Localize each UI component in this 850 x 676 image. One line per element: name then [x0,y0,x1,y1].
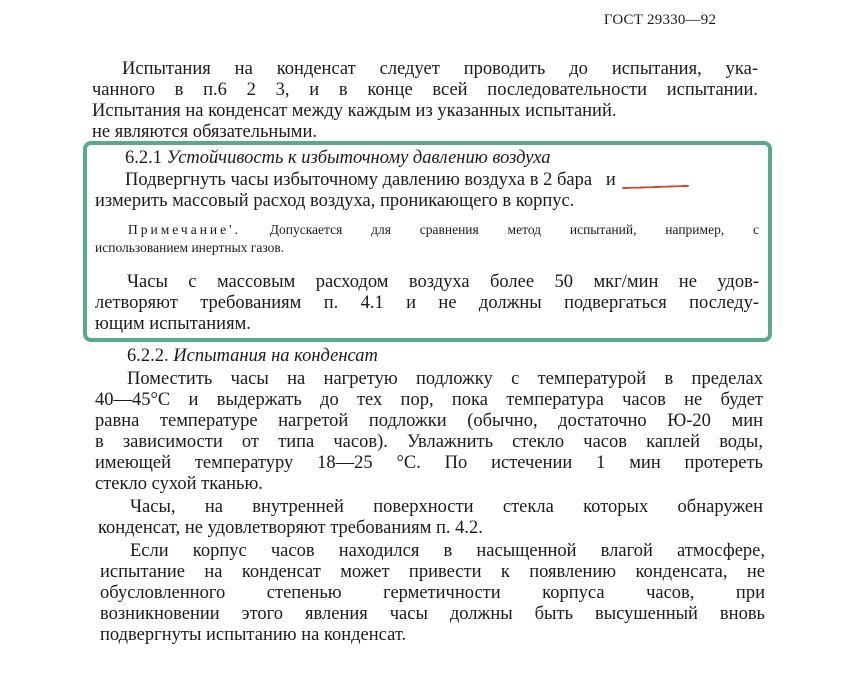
note-text: Допускается для сравнения метод испытаний, например, с [269,222,760,237]
standard-header: ГОСТ 29330—92 [603,12,717,28]
section-621-heading-line [125,148,725,169]
section-622-p3-line: обусловленного степенью герметичности корпуса часов, при [100,583,765,603]
intro-line: Испытания на конденсат следует проводить до испытания, ука- [122,59,758,79]
section-621-number: 6.2.1 [125,148,162,168]
section-621-result-line: летворяют требованиям п. 4.1 и не должны подвергаться последу- [95,293,759,313]
section-622-heading-line [127,346,527,367]
section-622-p3-line: испытание на конденсат может привести к появлению конденсата, не [100,562,765,582]
intro-line: чанного в п.6 2 3, и в конце всей последовательности испытании. [92,80,758,100]
note-line [95,221,759,239]
section-621-result-line: Часы с массовым расходом воздуха более 50 мкг/мин не удов- [127,272,759,292]
section-622-title: Испытания на конденсат [173,346,378,366]
section-622-paragraph-3 [100,541,765,646]
section-622-p1-line: Поместить часы на нагретую подложку с температурой в пределах [127,369,763,389]
section-622-number: 6.2.2. [127,346,169,366]
section-622-p3-line: подвергнуты испытанию на конденсат. [100,625,407,645]
section-622-p2-line: Часы, на внутренней поверхности стекла которых обнаружен [130,497,763,517]
note-label: Примечание'. [128,222,241,237]
section-621-heading [125,148,725,169]
intro-line: не являются обязательными. [92,122,317,142]
intro-paragraph [92,59,758,143]
section-622-p1-line: равна температуре нагретой подложки (обычно, достаточно Ю-20 мин [95,411,763,431]
section-622-p1-line: 40—45°С и выдержать до тех пор, пока температура часов не будет [95,390,763,410]
section-622-paragraph-1 [95,369,763,495]
note-line: использованием инертных газов. [95,240,285,255]
section-621-result-line: ющим испытаниям. [95,314,251,334]
section-622-p1-line: стекло сухой тканью. [95,474,263,494]
section-621-body-line: Подвергнуть часы избыточному давлению воздуха в 2 бара и [125,170,616,190]
section-621-body-line: измерить массовый расход воздуха, проникающего в корпус. [95,191,575,211]
section-622-heading [127,346,527,367]
section-622-p1-line: в зависимости от типа часов). Увлажнить стекло часов каплей воды, [95,432,763,452]
section-622-p1-line: имеющей температуру 18—25 °С. По истечении 1 мин протереть [95,453,763,473]
section-621-note [95,221,759,257]
section-622-p3-line: возникновении этого явления часы должны быть высушенный вновь [100,604,765,624]
intro-line: Испытания на конденсат между каждым из указанных испытаний. [92,101,617,121]
section-622-p2-line: конденсат, не удовлетворяют требованиям п. 4.2. [98,518,483,538]
section-622-p3-line: Если корпус часов находился в насыщенной влагой атмосфере, [130,541,765,561]
section-621-title: Устойчивость к избыточному давлению воздуха [166,148,551,168]
section-622-paragraph-2 [98,497,763,539]
section-621-result [95,272,759,335]
section-621-body [95,170,720,212]
